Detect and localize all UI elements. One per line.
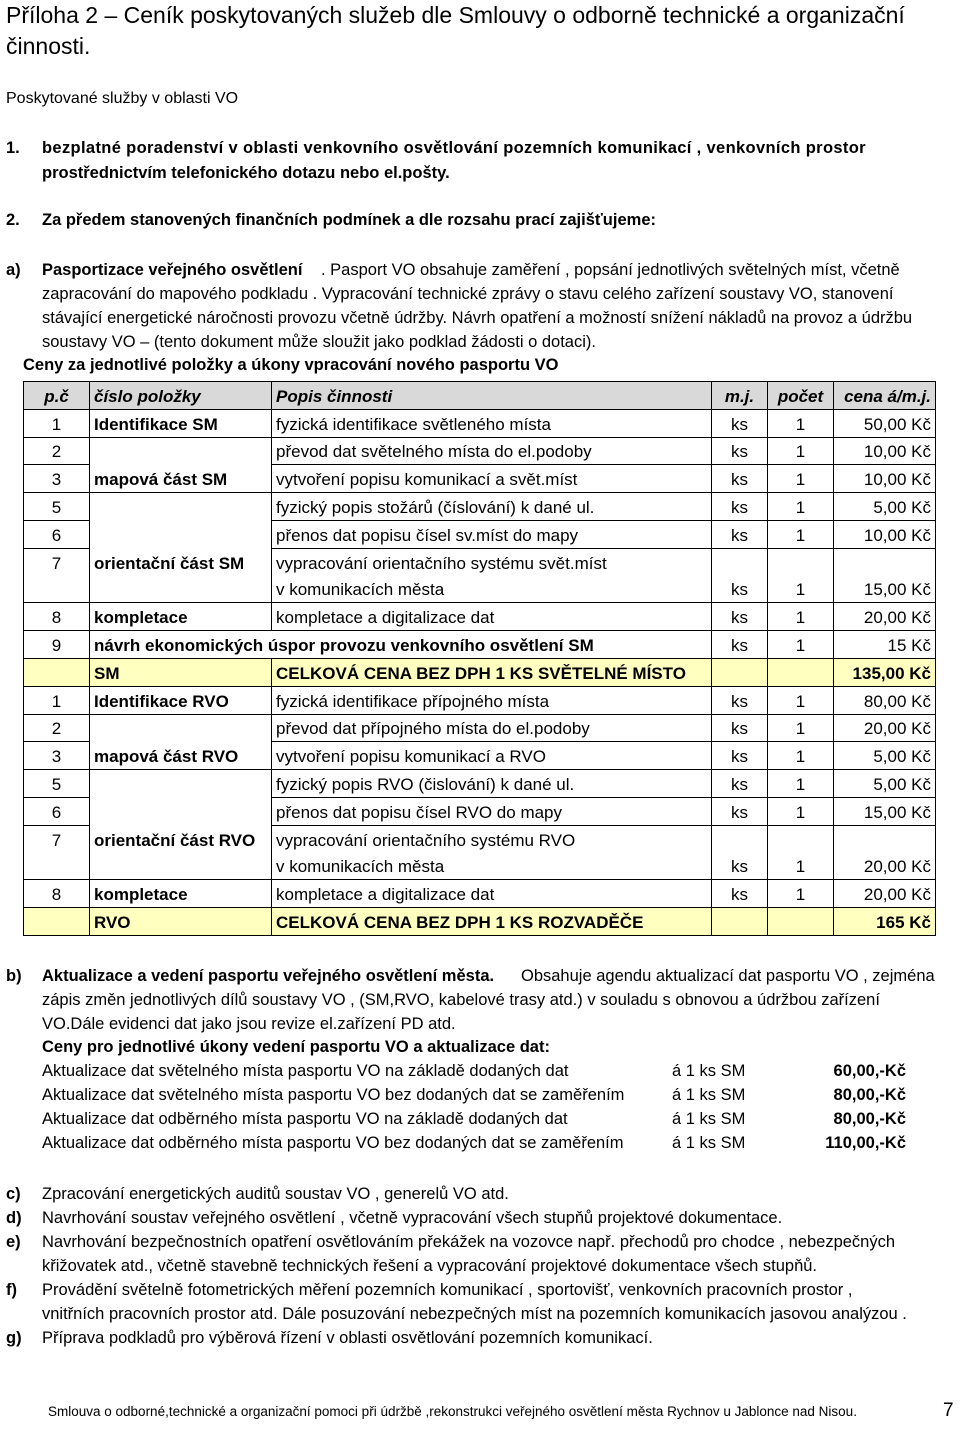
cell-mj: ks	[712, 742, 768, 770]
item1-text-a: bezplatné poradenství v oblasti venkovního osvětlování pozemních komunikací , venkovních prostor	[42, 139, 866, 157]
table-row	[24, 576, 936, 603]
table-row	[24, 770, 936, 798]
cell-mj: ks	[712, 770, 768, 798]
cell-desc: fyzický popis RVO (čislování) k dané ul.	[272, 770, 712, 798]
item1-number: 1.	[6, 139, 20, 157]
section-label: f)	[6, 1281, 17, 1299]
section-text: Navrhování soustav veřejného osvětlení , včetně vypracování všech stupňů projektové dokumentace.	[42, 1209, 783, 1227]
section-a-line-2: stávající energetické náročnosti provozu včetně údržby. Návrh opatření a možností snížení nákladů na provoz a údržbu	[42, 309, 913, 327]
cell-item	[90, 520, 272, 548]
section-b-label: b)	[6, 967, 22, 985]
section-a-label: a)	[6, 261, 21, 279]
cell-qty: 1	[768, 714, 834, 742]
table-header-row	[24, 382, 936, 410]
cell-desc: kompletace a digitalizace dat	[272, 603, 712, 631]
cell-qty: 1	[768, 520, 834, 548]
cell-mj: ks	[712, 714, 768, 742]
cell-price: 20,00 Kč	[834, 880, 936, 908]
cell-item: mapová část RVO	[90, 742, 272, 770]
cell-qty: 1	[768, 465, 834, 493]
cell-desc: přenos dat popisu čísel RVO do mapy	[272, 797, 712, 825]
price-price: 80,00,-Kč	[833, 1110, 906, 1128]
cell-pc: 1	[24, 409, 90, 437]
section-text: vnitřních pracovních prostor atd. Dále posuzování nebezpečných míst na pozemních komunikacích jasovou analýzou .	[42, 1305, 907, 1323]
cell-mj: ks	[712, 686, 768, 714]
section-a-line-3: soustavy VO – (tento dokument může sloužit jako podklad žádosti o dotaci).	[42, 333, 596, 351]
cell-desc: fyzická identifikace světleného místa	[272, 409, 712, 437]
cell-price: 20,00 Kč	[834, 714, 936, 742]
table-row	[24, 880, 936, 908]
cell-qty: 1	[768, 409, 834, 437]
cell-qty: 1	[768, 742, 834, 770]
cell-pc: 1	[24, 686, 90, 714]
page-title: Příloha 2 – Ceník poskytovaných služeb dle Smlouvy o odborně technické a organizační činnosti.	[6, 2, 905, 59]
cell-mj: ks	[712, 437, 768, 465]
footer-text: Smlouva o odborné,technické a organizační pomoci při údržbě ,rekonstrukci veřejného osvětlení města Rychnov u Jablonce nad Nisou.	[48, 1404, 857, 1419]
cell-pc: 8	[24, 880, 90, 908]
cell-pc: 5	[24, 770, 90, 798]
cell-price: 20,00 Kč	[834, 603, 936, 631]
cell-qty: 1	[768, 576, 834, 603]
cell-mj	[712, 825, 768, 852]
cell-item: mapová část SM	[90, 465, 272, 493]
cell-pc: 2	[24, 437, 90, 465]
table-title: Ceny za jednotlivé položky a úkony vpracování nového pasportu VO	[23, 356, 559, 374]
cell-mj: ks	[712, 853, 768, 880]
cell-desc: fyzický popis stožárů (číslování) k dané ul.	[272, 493, 712, 521]
cell-desc: CELKOVÁ CENA BEZ DPH 1 KS SVĚTELNÉ MÍSTO	[272, 658, 712, 686]
cell-pc	[24, 853, 90, 880]
cell-mj: ks	[712, 631, 768, 659]
price-desc: Aktualizace dat odběrného místa pasportu VO na základě dodaných dat	[42, 1110, 568, 1128]
price-unit: á 1 ks SM	[672, 1134, 746, 1152]
table-row	[24, 493, 936, 521]
cell-price: 165 Kč	[834, 908, 936, 936]
cell-desc: převod dat přípojného místa do el.podoby	[272, 714, 712, 742]
section-b-line-2: VO.Dále evidenci dat jako jsou revize el.zařízení PD atd.	[42, 1015, 456, 1033]
cell-pc	[24, 576, 90, 603]
cell-item	[90, 437, 272, 465]
table-row	[24, 409, 936, 437]
price-price: 110,00,-Kč	[825, 1134, 906, 1152]
cell-pc: 7	[24, 825, 90, 852]
page-number: 7	[943, 1400, 954, 1421]
cell-desc: vypracování orientačního systému RVO	[272, 825, 712, 852]
cell-price: 10,00 Kč	[834, 465, 936, 493]
cell-price: 10,00 Kč	[834, 520, 936, 548]
cell-price: 5,00 Kč	[834, 742, 936, 770]
cell-item: orientační část RVO	[90, 825, 272, 852]
cell-qty	[768, 658, 834, 686]
cell-desc: CELKOVÁ CENA BEZ DPH 1 KS ROZVADĚČE	[272, 908, 712, 936]
price-desc: Aktualizace dat světelného místa pasportu VO bez dodaných dat se zaměřením	[42, 1086, 625, 1104]
section-b-price-heading: Ceny pro jednotlivé úkony vedení pasportu VO a aktualizace dat:	[42, 1038, 550, 1056]
section-text: Navrhování bezpečnostních opatření osvětlováním překážek na vozovce např. přechodů pro chodce , nebezpečných	[42, 1233, 896, 1251]
cell-price	[834, 548, 936, 575]
cell-item	[90, 714, 272, 742]
cell-desc: v komunikacích města	[272, 853, 712, 880]
cell-pc	[24, 658, 90, 686]
cell-qty: 1	[768, 853, 834, 880]
cell-pc: 3	[24, 742, 90, 770]
cell-qty: 1	[768, 770, 834, 798]
table-row	[24, 714, 936, 742]
cell-qty: 1	[768, 686, 834, 714]
header-desc: Popis činnosti	[272, 382, 712, 410]
price-unit: á 1 ks SM	[672, 1062, 746, 1080]
table-row	[24, 853, 936, 880]
section-text: Provádění světelně fotometrických měření pozemních komunikací , sportovišť, venkovních pracovních prostor ,	[42, 1281, 853, 1299]
section-b-heading: Aktualizace a vedení pasportu veřejného osvětlení města.	[42, 967, 495, 985]
table-total-row	[24, 658, 936, 686]
cell-pc: 6	[24, 520, 90, 548]
table-row	[24, 437, 936, 465]
cell-item	[90, 853, 272, 880]
cell-qty: 1	[768, 797, 834, 825]
subtitle: Poskytované služby v oblasti VO	[6, 90, 239, 107]
cell-pc: 6	[24, 797, 90, 825]
cell-qty: 1	[768, 603, 834, 631]
cell-pc: 5	[24, 493, 90, 521]
cell-mj	[712, 548, 768, 575]
cell-desc: vypracování orientačního systému svět.míst	[272, 548, 712, 575]
cell-price: 15,00 Kč	[834, 576, 936, 603]
table-row	[24, 465, 936, 493]
cell-qty	[768, 548, 834, 575]
section-text: Zpracování energetických auditů soustav VO , generelů VO atd.	[42, 1185, 509, 1203]
table-row	[24, 631, 936, 659]
section-label: c)	[6, 1185, 21, 1203]
cell-pc: 9	[24, 631, 90, 659]
cell-item: Identifikace SM	[90, 409, 272, 437]
cell-item: Identifikace RVO	[90, 686, 272, 714]
cell-qty: 1	[768, 437, 834, 465]
cell-mj: ks	[712, 603, 768, 631]
cell-qty: 1	[768, 493, 834, 521]
table-row	[24, 797, 936, 825]
header-qty: počet	[768, 382, 834, 410]
cell-price: 20,00 Kč	[834, 853, 936, 880]
cell-mj: ks	[712, 493, 768, 521]
cell-qty: 1	[768, 631, 834, 659]
section-text: Příprava podkladů pro výběrová řízení v oblasti osvětlování pozemních komunikací.	[42, 1329, 653, 1347]
table-row	[24, 548, 936, 575]
cell-qty	[768, 825, 834, 852]
cell-pc: 7	[24, 548, 90, 575]
cell-price: 15 Kč	[834, 631, 936, 659]
cell-item: kompletace	[90, 603, 272, 631]
price-desc: Aktualizace dat odběrného místa pasportu VO bez dodaných dat se zaměřením	[42, 1134, 624, 1152]
section-label: d)	[6, 1209, 22, 1227]
item2-number: 2.	[6, 211, 20, 229]
item1-text-b: prostřednictvím telefonického dotazu nebo el.pošty.	[42, 164, 450, 182]
cell-mj: ks	[712, 520, 768, 548]
cell-item	[90, 770, 272, 798]
cell-desc: kompletace a digitalizace dat	[272, 880, 712, 908]
cell-mj: ks	[712, 576, 768, 603]
cell-price: 50,00 Kč	[834, 409, 936, 437]
cell-mj: ks	[712, 465, 768, 493]
cell-desc: fyzická identifikace přípojného místa	[272, 686, 712, 714]
section-b-line-0: Obsahuje agendu aktualizací dat pasportu VO , zejména	[521, 967, 935, 985]
cell-price: 5,00 Kč	[834, 770, 936, 798]
cell-desc: vytvoření popisu komunikací a RVO	[272, 742, 712, 770]
cell-item	[90, 493, 272, 521]
cell-desc: převod dat světelného místa do el.podoby	[272, 437, 712, 465]
section-b-line-1: zápis změn jednotlivých dílů soustavy VO , (SM,RVO, kabelové trasy atd.) v souladu s obnovou a údržbou zařízení	[42, 991, 880, 1009]
cell-qty	[768, 908, 834, 936]
cell-desc: přenos dat popisu čísel sv.míst do mapy	[272, 520, 712, 548]
cell-item: SM	[90, 658, 272, 686]
header-pc: p.č	[24, 382, 90, 410]
cell-desc: vytvoření popisu komunikací a svět.míst	[272, 465, 712, 493]
header-price: cena á/m.j.	[834, 382, 936, 410]
cell-pc: 2	[24, 714, 90, 742]
section-a-heading: Pasportizace veřejného osvětlení	[42, 261, 303, 279]
section-a-line-0: . Pasport VO obsahuje zaměření , popsání jednotlivých světelných míst, včetně	[321, 261, 900, 279]
cell-desc: v komunikacích města	[272, 576, 712, 603]
cell-item: kompletace	[90, 880, 272, 908]
section-a-line-1: zapracování do mapového podkladu . Vypracování technické zprávy o stavu celého zařízení soustavy VO, stanovení	[42, 285, 894, 303]
cell-item: návrh ekonomických úspor provozu venkovního osvětlení SM	[90, 631, 712, 659]
price-unit: á 1 ks SM	[672, 1086, 746, 1104]
cell-mj	[712, 658, 768, 686]
cell-price: 10,00 Kč	[834, 437, 936, 465]
cell-item	[90, 797, 272, 825]
price-price: 60,00,-Kč	[833, 1062, 906, 1080]
cell-pc: 3	[24, 465, 90, 493]
cell-price: 80,00 Kč	[834, 686, 936, 714]
cell-mj: ks	[712, 409, 768, 437]
price-unit: á 1 ks SM	[672, 1110, 746, 1128]
table-total-row	[24, 908, 936, 936]
cell-price	[834, 825, 936, 852]
cell-item	[90, 576, 272, 603]
section-label: e)	[6, 1233, 21, 1251]
cell-item: RVO	[90, 908, 272, 936]
price-desc: Aktualizace dat světelného místa pasportu VO na základě dodaných dat	[42, 1062, 569, 1080]
item2-text: Za předem stanovených finančních podmínek a dle rozsahu prací zajišťujeme:	[42, 211, 656, 229]
cell-price: 15,00 Kč	[834, 797, 936, 825]
section-label: g)	[6, 1329, 22, 1347]
table-row	[24, 603, 936, 631]
cell-mj	[712, 908, 768, 936]
price-price: 80,00,-Kč	[833, 1086, 906, 1104]
cell-mj: ks	[712, 797, 768, 825]
header-item: číslo položky	[90, 382, 272, 410]
cell-price: 5,00 Kč	[834, 493, 936, 521]
cell-pc: 8	[24, 603, 90, 631]
price-table	[23, 381, 936, 936]
table-row	[24, 742, 936, 770]
table-row	[24, 825, 936, 852]
cell-qty: 1	[768, 880, 834, 908]
section-text: křižovatek atd., včetně stavebně technických řešení a vypracování projektové dokumentace všech stupňů.	[42, 1257, 818, 1275]
table-row	[24, 686, 936, 714]
cell-pc	[24, 908, 90, 936]
header-mj: m.j.	[712, 382, 768, 410]
cell-mj: ks	[712, 880, 768, 908]
table-row	[24, 520, 936, 548]
cell-price: 135,00 Kč	[834, 658, 936, 686]
cell-item: orientační část SM	[90, 548, 272, 575]
